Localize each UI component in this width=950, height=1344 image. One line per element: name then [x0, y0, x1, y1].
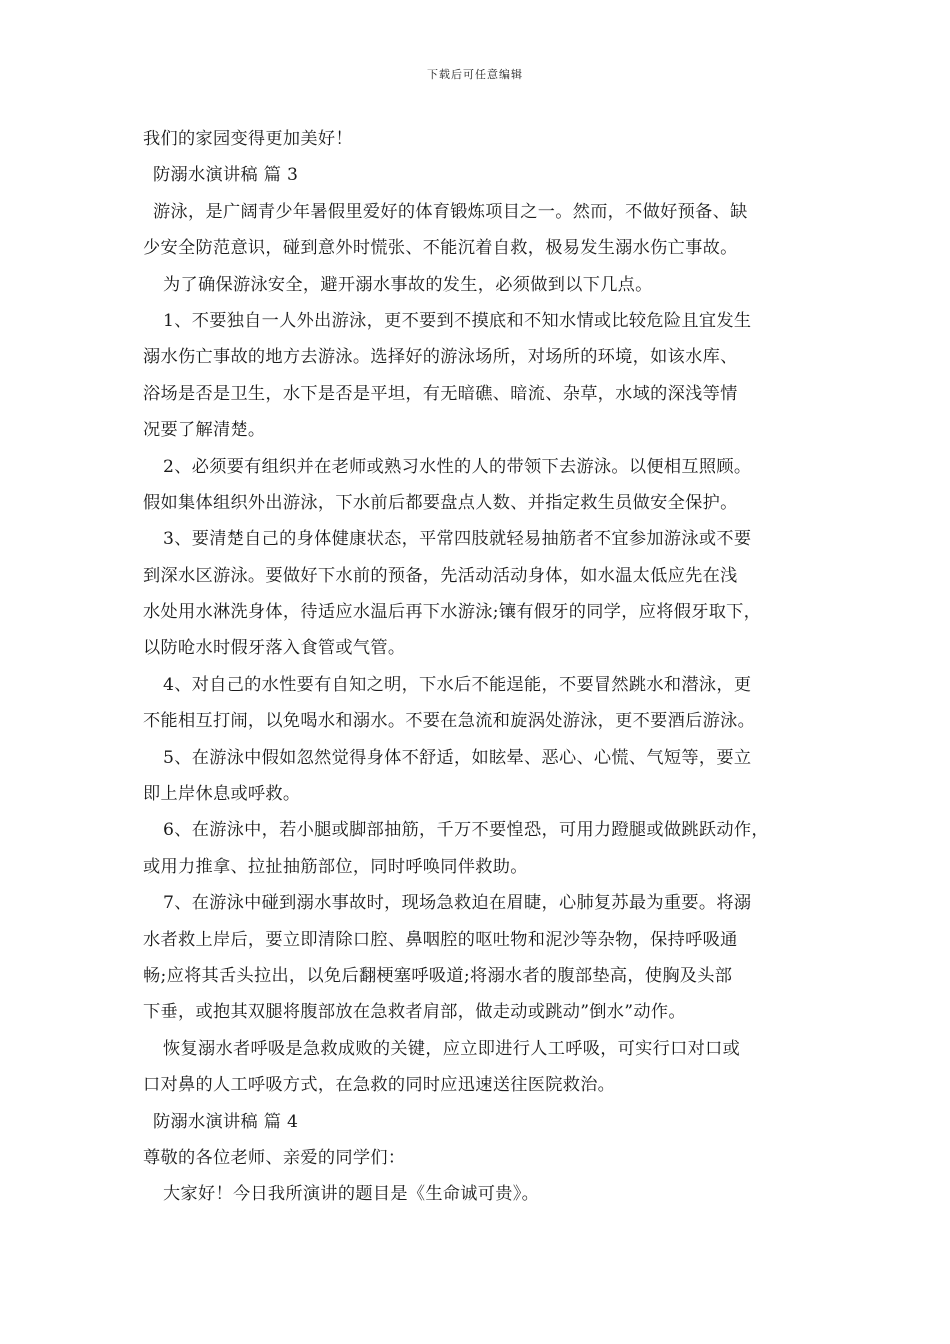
text-line: 2、必须要有组织并在老师或熟习水性的人的带领下去游泳。以便相互照顾。 [163, 456, 752, 477]
text-line: 防溺水演讲稿 篇 3 [153, 165, 299, 186]
text-line: 少安全防范意识，碰到意外时慌张、不能沉着自救，极易发生溺水伤亡事故。 [143, 238, 738, 259]
text-line: 大家好！今日我所演讲的题目是《生命诚可贵》。 [163, 1184, 540, 1205]
text-line: 溺水伤亡事故的地方去游泳。选择好的游泳场所，对场所的环境，如该水库、 [143, 347, 738, 368]
text-line: 浴场是否是卫生，水下是否是平坦，有无暗礁、暗流、杂草，水域的深浅等情 [143, 383, 738, 404]
page-header: 下载后可任意编辑 [427, 68, 523, 81]
text-line: 到深水区游泳。要做好下水前的预备，先活动活动身体，如水温太低应先在浅 [143, 565, 738, 586]
text-line: 6、在游泳中，若小腿或脚部抽筋，千万不要惶恐，可用力蹬腿或做跳跃动作， [163, 820, 769, 841]
text-line: 假如集体组织外出游泳，下水前后都要盘点人数、并指定救生员做安全保护。 [143, 492, 738, 513]
text-line: 尊敬的各位老师、亲爱的同学们： [143, 1147, 406, 1168]
text-line: 不能相互打闹，以免喝水和溺水。不要在急流和旋涡处游泳，更不要酒后游泳。 [143, 711, 756, 732]
text-line: 或用力推拿、拉扯抽筋部位，同时呼唤同伴救助。 [143, 856, 528, 877]
text-line: 7、在游泳中碰到溺水事故时，现场急救迫在眉睫，心肺复苏最为重要。将溺 [163, 893, 752, 914]
document-body [143, 121, 821, 1213]
text-line: 水处用水淋洗身体，待适应水温后再下水游泳;镶有假牙的同学，应将假牙取下， [143, 602, 762, 623]
text-line: 我们的家园变得更加美好！ [143, 129, 353, 149]
text-line: 口对鼻的人工呼吸方式，在急救的同时应迅速送往医院救治。 [143, 1075, 616, 1096]
text-line: 4、对自己的水性要有自知之明，下水后不能逞能，不要冒然跳水和潜泳，更 [163, 674, 752, 695]
text-line: 游泳，是广阔青少年暑假里爱好的体育锻炼项目之一。然而，不做好预备、缺 [153, 201, 748, 222]
text-line: 畅;应将其舌头拉出，以免后翻梗塞呼吸道;将溺水者的腹部垫高，使胸及头部 [143, 965, 733, 986]
text-line: 1、不要独自一人外出游泳，更不要到不摸底和不知水情或比较危险且宜发生 [163, 310, 752, 331]
text-line: 3、要清楚自己的身体健康状态，平常四肢就轻易抽筋者不宜参加游泳或不要 [163, 529, 752, 550]
text-line: 即上岸休息或呼救。 [143, 784, 301, 805]
text-line: 恢复溺水者呼吸是急救成败的关键，应立即进行人工呼吸，可实行口对口或 [163, 1038, 741, 1059]
text-line: 为了确保游泳安全，避开溺水事故的发生，必须做到以下几点。 [163, 274, 653, 295]
text-line: 防溺水演讲稿 篇 4 [153, 1111, 299, 1132]
text-line: 5、在游泳中假如忽然觉得身体不舒适，如眩晕、恶心、心慌、气短等，要立 [163, 747, 752, 768]
text-line: 水者救上岸后，要立即清除口腔、鼻咽腔的呕吐物和泥沙等杂物，保持呼吸通 [143, 929, 738, 950]
text-line: 况要了解清楚。 [143, 420, 266, 441]
text-line: 以防呛水时假牙落入食管或气管。 [143, 638, 406, 659]
text-line: 下垂，或抱其双腿将腹部放在急救者肩部，做走动或跳动”倒水”动作。 [143, 1002, 686, 1023]
